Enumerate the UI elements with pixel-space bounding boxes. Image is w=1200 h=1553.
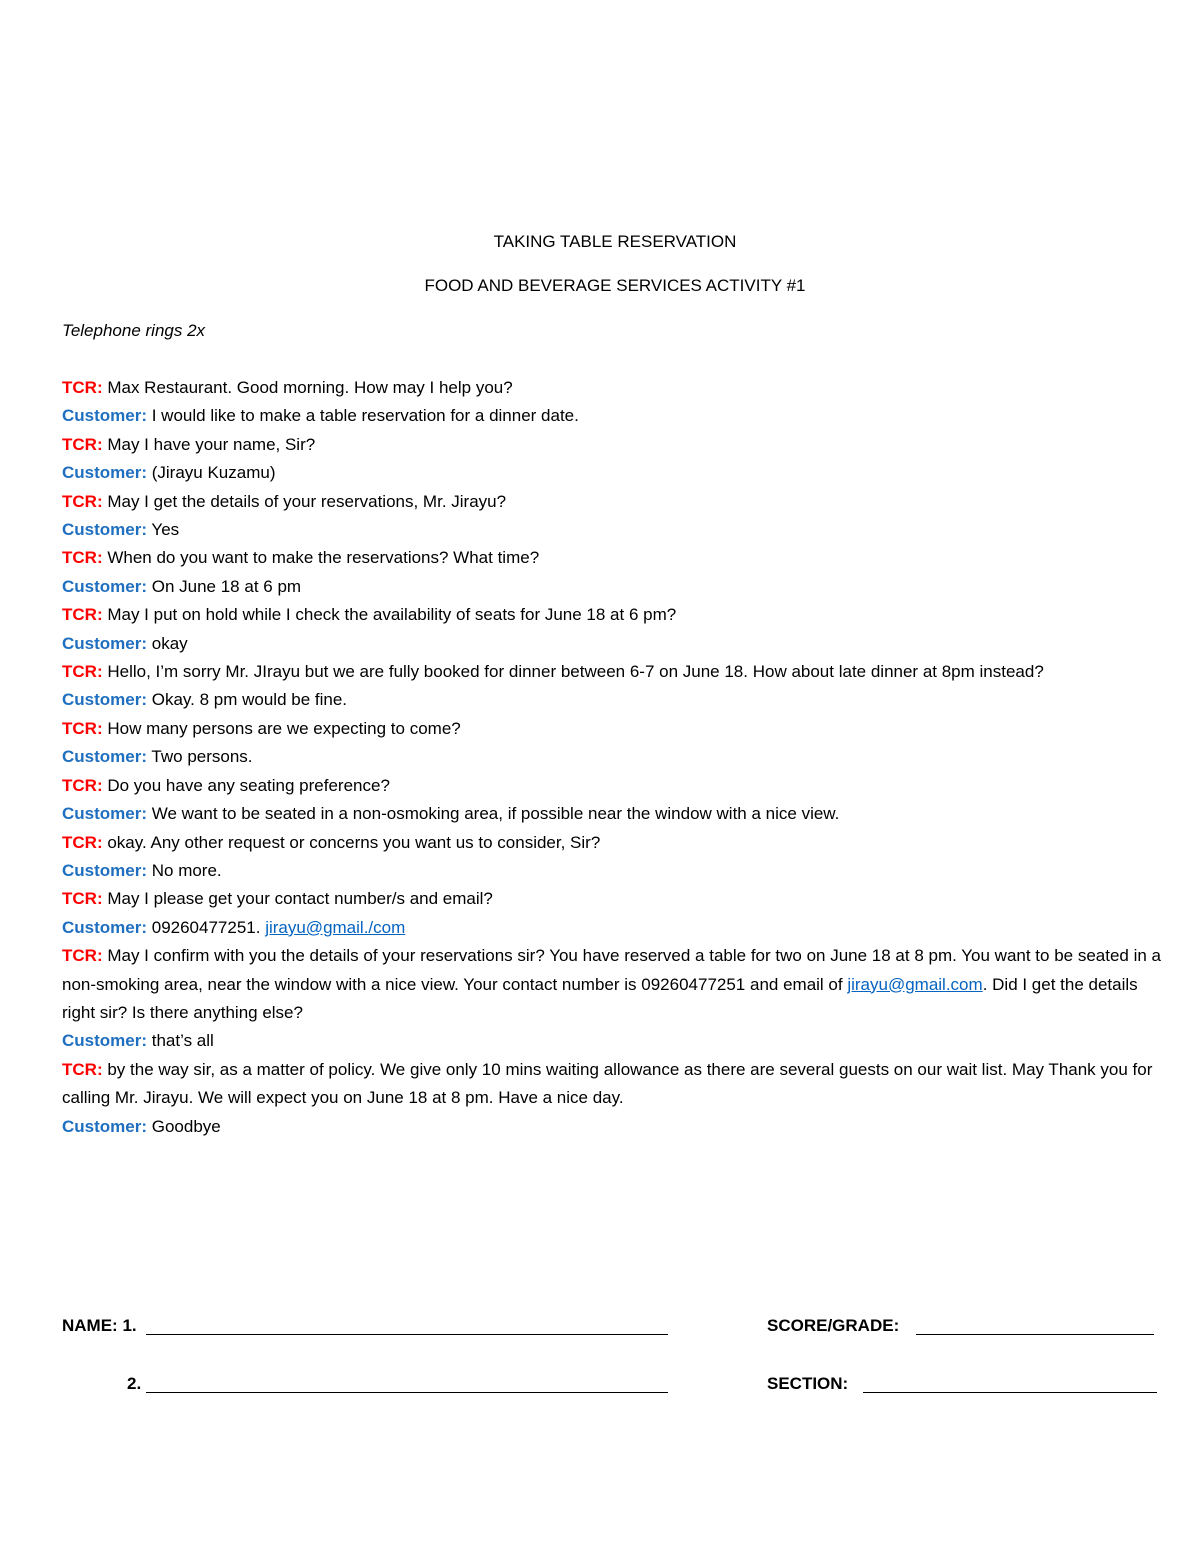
dialogue-text: May I please get your contact number/s and email?: [102, 889, 493, 909]
dialogue-text: When do you want to make the reservations? What time?: [102, 548, 540, 568]
email-link[interactable]: jirayu@gmail./com: [265, 917, 406, 937]
section-field[interactable]: [863, 1392, 1157, 1393]
speaker-tcr: TCR:: [62, 378, 103, 397]
score-field[interactable]: [916, 1334, 1154, 1335]
dialogue-text: Yes: [147, 520, 180, 540]
dialogue-line: [62, 488, 1162, 516]
dialogue-text: Goodbye: [147, 1116, 221, 1136]
score-label: SCORE/GRADE:: [767, 1316, 900, 1335]
name-1-field[interactable]: [146, 1334, 668, 1335]
dialogue-text: May I get the details of your reservations, Mr. Jirayu?: [102, 491, 507, 511]
email-link[interactable]: jirayu@gmail.com: [847, 974, 983, 994]
dialogue-line: [62, 374, 1162, 402]
dialogue-text: okay: [147, 633, 188, 653]
dialogue-line: [62, 772, 1162, 800]
speaker-customer: Customer:: [62, 1031, 148, 1051]
dialogue-line: [62, 658, 1162, 686]
dialogue-line: [62, 914, 1162, 942]
speaker-customer: Customer:: [62, 690, 148, 710]
dialogue: [62, 374, 1162, 1141]
dialogue-line: [62, 857, 1162, 885]
speaker-customer: Customer:: [62, 576, 148, 596]
speaker-customer: Customer:: [62, 804, 148, 824]
speaker-tcr: TCR:: [62, 1059, 103, 1079]
dialogue-text: No more.: [147, 860, 222, 880]
speaker-customer: Customer:: [62, 917, 148, 937]
dialogue-text: okay. Any other request or concerns you want us to consider, Sir?: [102, 832, 601, 852]
name-2-field[interactable]: [146, 1392, 668, 1393]
dialogue-line: [62, 1027, 1162, 1055]
dialogue-text: that’s all: [147, 1031, 214, 1051]
dialogue-line: [62, 686, 1162, 714]
dialogue-text: by the way sir, as a matter of policy. We give only 10 mins waiting allowance as there are several guests on our wait list. May Thank you for calling Mr. Jirayu. We will expect you on June 18 at 8 pm. Have a nice day.: [62, 1059, 1153, 1108]
dialogue-line: [62, 630, 1162, 658]
dialogue-text: May I put on hold while I check the availability of seats for June 18 at 6 pm?: [102, 605, 677, 625]
speaker-tcr: TCR:: [62, 889, 103, 909]
dialogue-text: May I confirm with you the details of your reservations sir? You have reserved a table for two on June 18 at 8 pm. You want to be seated in a non-smoking area, near the window with a nice view. Your contact number is 09260477251 and email of: [62, 946, 1162, 994]
dialogue-line: [62, 1056, 1162, 1113]
speaker-customer: Customer:: [62, 1116, 148, 1136]
speaker-customer: Customer:: [62, 520, 148, 540]
dialogue-line: [62, 544, 1162, 572]
speaker-tcr: TCR:: [62, 662, 103, 682]
speaker-customer: Customer:: [62, 860, 148, 880]
dialogue-text: How many persons are we expecting to come?: [102, 718, 461, 738]
section-label: SECTION:: [767, 1374, 849, 1393]
dialogue-text: 09260477251.: [147, 917, 266, 937]
dialogue-line: [62, 431, 1162, 459]
speaker-customer: Customer:: [62, 406, 148, 426]
dialogue-line: [62, 715, 1162, 743]
dialogue-text: We want to be seated in a non-osmoking area, if possible near the window with a nice view.: [147, 804, 840, 824]
dialogue-line: [62, 1113, 1162, 1141]
speaker-customer: Customer:: [62, 747, 148, 767]
dialogue-line: [62, 516, 1162, 544]
dialogue-text: On June 18 at 6 pm: [147, 576, 302, 596]
dialogue-text: Two persons.: [147, 747, 253, 767]
dialogue-text: I would like to make a table reservation for a dinner date.: [147, 406, 579, 426]
speaker-tcr: TCR:: [62, 718, 103, 738]
dialogue-text: Do you have any seating preference?: [102, 775, 390, 795]
speaker-tcr: TCR:: [62, 491, 103, 511]
document-title: TAKING TABLE RESERVATION: [493, 232, 737, 251]
dialogue-line: [62, 942, 1162, 1027]
stage-direction: Telephone rings 2x: [62, 321, 206, 340]
speaker-customer: Customer:: [62, 463, 148, 483]
speaker-tcr: TCR:: [62, 548, 103, 568]
dialogue-text: . Did I get the details right sir? Is there anything else?: [62, 974, 1138, 1022]
dialogue-text: Max Restaurant. Good morning. How may I help you?: [102, 378, 513, 397]
document-subtitle: FOOD AND BEVERAGE SERVICES ACTIVITY #1: [424, 276, 806, 295]
name-2-label: 2.: [127, 1374, 142, 1393]
dialogue-line: [62, 829, 1162, 857]
dialogue-line: [62, 573, 1162, 601]
dialogue-line: [62, 402, 1162, 430]
dialogue-text: Hello, I’m sorry Mr. JIrayu but we are fully booked for dinner between 6-7 on June 18. How about late dinner at 8pm instead?: [102, 662, 1044, 682]
speaker-tcr: TCR:: [62, 832, 103, 852]
dialogue-line: [62, 743, 1162, 771]
speaker-tcr: TCR:: [62, 946, 103, 966]
dialogue-text: May I have your name, Sir?: [102, 434, 316, 454]
speaker-tcr: TCR:: [62, 605, 103, 625]
name-label: NAME: 1.: [62, 1316, 137, 1335]
speaker-tcr: TCR:: [62, 775, 103, 795]
dialogue-line: [62, 885, 1162, 913]
dialogue-line: [62, 800, 1162, 828]
dialogue-text: (Jirayu Kuzamu): [147, 463, 276, 483]
speaker-tcr: TCR:: [62, 434, 103, 454]
dialogue-line: [62, 601, 1162, 629]
dialogue-line: [62, 459, 1162, 487]
dialogue-text: Okay. 8 pm would be fine.: [147, 690, 348, 710]
speaker-customer: Customer:: [62, 633, 148, 653]
